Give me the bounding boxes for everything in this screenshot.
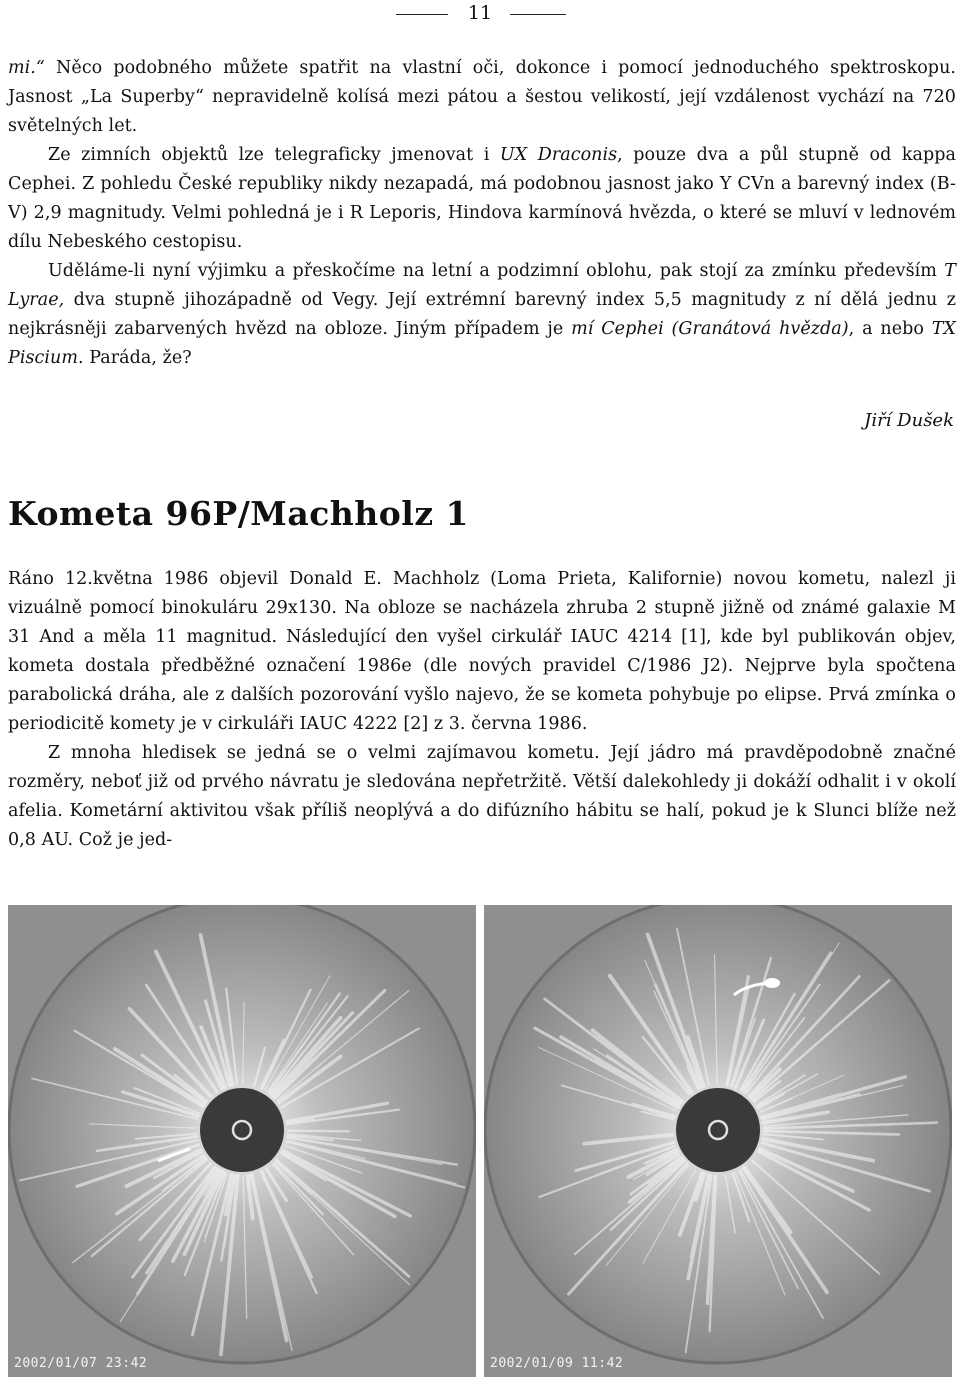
text-run: dva stupně jihozápadně od Vegy. Její extrémní barevný index 5,5 magnitudy z ní dělá jednu z nejkrásněji zabarvených hvězd na obloze. Jiným případem je xyxy=(8,290,956,339)
header-rule-right xyxy=(510,14,566,15)
text-run: , pouze dva a půl stupně od kappa Cephei. Z pohledu České republiky nikdy nezapadá, má podobnou jasnost jako Y CVn a barevný index (B-V) 2,9 magnitudy. Velmi pohledná je i R Leporis, Hindova karmínová hvězda, o které se mluví v lednovém dílu Nebeského cestopisu. xyxy=(8,145,956,252)
paragraph xyxy=(8,257,956,373)
italic-text-run: UX Draconis xyxy=(499,145,618,165)
occulter-disk xyxy=(676,1088,760,1172)
paragraph xyxy=(8,141,956,257)
coronagraph-image-left xyxy=(8,905,476,1377)
paragraph xyxy=(8,565,956,739)
page-header xyxy=(0,0,960,30)
coronagraph-right-svg xyxy=(484,905,952,1377)
coronagraph-figure xyxy=(8,905,952,1379)
text-run: Ráno 12.května 1986 objevil Donald E. Machholz (Loma Prieta, Kalifornie) novou kometu, nalezl ji vizuálně pomocí binokuláru 29x130. Na obloze se nacházela zhruba 2 stupně jižně od známé galaxie M 31 And a měla 11 magnitud. Následující den vyšel cirkulář IAUC 4214 [1], kde byl publikován objev, kometa dostala předběžné označení 1986e (dle nových pravidel C/1986 J2). Nejprve byla spočtena parabolická dráha, ale z dalších pozorování vyšlo najevo, že se kometa pohybuje po elipse. Prvá zmínka o periodicitě komety je v cirkuláři IAUC 4222 [2] z 3. června 1986. xyxy=(8,569,956,734)
top-section-text xyxy=(8,54,956,373)
timestamp: 2002/01/07 23:42 xyxy=(14,1356,148,1371)
italic-text-run: mí Cephei (Granátová hvězda) xyxy=(571,319,849,339)
article-title: Kometa 96P/Machholz 1 xyxy=(8,494,470,533)
coronagraph-image-right xyxy=(484,905,952,1377)
text-run: , a nebo xyxy=(848,319,932,339)
text-run: Z mnoha hledisek se jedná se o velmi zajímavou kometu. Její jádro má pravděpodobně značné rozměry, neboť již od prvého návratu je sledována nepřetržitě. Větší dalekohledy ji dokáží odhalit i v okolí afelia. Kometární aktivitou však příliš neoplývá a do difúzního hábitu se halí, pokud je k Slunci blíže než 0,8 AU. Což je jed- xyxy=(8,743,956,850)
paragraph xyxy=(8,54,956,141)
italic-text-run: TX Piscium xyxy=(8,319,956,368)
timestamp: 2002/01/09 11:42 xyxy=(490,1356,624,1371)
occulter-disk xyxy=(200,1088,284,1172)
header-rule-left xyxy=(396,14,448,15)
text-run: Něco podobného můžete spatřit na vlastní oči, dokonce i pomocí jednoduchého spektroskopu. Jasnost „La Superby“ nepravidelně kolísá mezi pátou a šestou velikostí, její vzdálenost vychází na 720 světelných let. xyxy=(8,58,956,136)
text-run: Ze zimních objektů lze telegraficky jmenovat i xyxy=(48,145,500,165)
page-number: 11 xyxy=(467,2,493,24)
italic-text-run: T Lyrae, xyxy=(8,261,956,310)
italic-text-run: mi.“ xyxy=(8,58,45,78)
comet-head xyxy=(764,978,780,988)
article-author: Jiří Dušek xyxy=(864,410,954,431)
text-run: Uděláme-li nyní výjimku a přeskočíme na letní a podzimní oblohu, pak stojí za zmínku především xyxy=(48,261,945,281)
corona-streamer xyxy=(288,1131,349,1132)
coronagraph-left-svg xyxy=(8,905,476,1377)
paragraph xyxy=(8,739,956,855)
article-body xyxy=(8,565,956,855)
text-run: . Paráda, že? xyxy=(77,348,192,368)
